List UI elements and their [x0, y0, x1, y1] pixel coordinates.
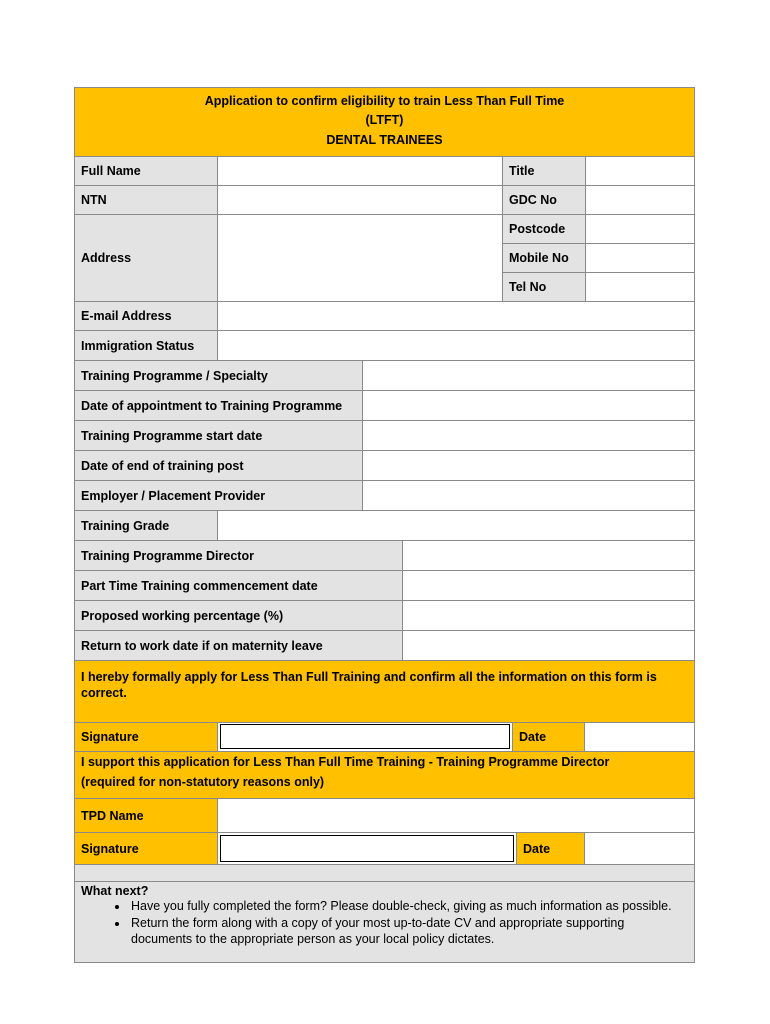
return-date-label: Return to work date if on maternity leave [74, 630, 403, 661]
tpd-support-note: (required for non-statutory reasons only) [81, 775, 325, 789]
ntn-label: NTN [74, 185, 218, 215]
tpd-date-label: Date [516, 832, 585, 865]
form-title: Application to confirm eligibility to train Less Than Full Time [204, 94, 565, 108]
tpd-support-text: I support this application for Less Than Full Time Training - Training Programme Director [81, 755, 610, 769]
tpd-support-section [74, 751, 695, 799]
return-date-field[interactable] [402, 630, 695, 661]
ntn-field[interactable] [217, 185, 503, 215]
immigration-status-field[interactable] [217, 330, 695, 361]
working-percentage-field[interactable] [402, 600, 695, 631]
postcode-label: Postcode [502, 214, 586, 244]
tpd-date-field[interactable] [584, 832, 695, 865]
pt-commencement-field[interactable] [402, 570, 695, 601]
tel-no-field[interactable] [585, 272, 695, 302]
tel-no-label: Tel No [502, 272, 586, 302]
address-field[interactable] [217, 214, 503, 302]
tpd-name-label: TPD Name [74, 798, 218, 833]
title-label: Title [502, 156, 586, 186]
gdc-no-label: GDC No [502, 185, 586, 215]
what-next-title: What next? [81, 884, 149, 898]
applicant-signature-label: Signature [74, 722, 218, 752]
tpd-name-field[interactable] [217, 798, 695, 833]
mobile-no-label: Mobile No [502, 243, 586, 273]
gdc-no-field[interactable] [585, 185, 695, 215]
applicant-signature-field[interactable] [220, 724, 510, 749]
what-next-item: • Have you fully completed the form? Please double-check, giving as much information as possible. [129, 898, 688, 915]
working-percentage-label: Proposed working percentage (%) [74, 600, 403, 631]
immigration-status-label: Immigration Status [74, 330, 218, 361]
tpd-signature-label: Signature [74, 832, 218, 865]
training-programme-label: Training Programme / Specialty [74, 360, 363, 391]
declaration-text: I hereby formally apply for Less Than Full Training and confirm all the information on this form is correct. [74, 660, 695, 723]
what-next-item: • Return the form along with a copy of your most up-to-date CV and appropriate supporting documents to the appropriate person as your local policy dictates. [129, 915, 688, 948]
form-subtitle: (LTFT) [365, 113, 404, 127]
post-end-date-field[interactable] [362, 450, 695, 481]
employer-field[interactable] [362, 480, 695, 511]
programme-start-date-label: Training Programme start date [74, 420, 363, 451]
form-header [74, 87, 695, 157]
mobile-no-field[interactable] [585, 243, 695, 273]
training-programme-field[interactable] [362, 360, 695, 391]
programme-director-label: Training Programme Director [74, 540, 403, 571]
programme-start-date-field[interactable] [362, 420, 695, 451]
tpd-signature-field[interactable] [220, 835, 514, 862]
form-audience: DENTAL TRAINEES [326, 133, 443, 147]
what-next-spacer [74, 864, 695, 882]
applicant-date-label: Date [512, 722, 585, 752]
programme-director-field[interactable] [402, 540, 695, 571]
full-name-field[interactable] [217, 156, 503, 186]
post-end-date-label: Date of end of training post [74, 450, 363, 481]
what-next-section [74, 881, 695, 963]
applicant-signature-cell [217, 722, 513, 752]
address-label: Address [74, 214, 218, 302]
applicant-date-field[interactable] [584, 722, 695, 752]
appointment-date-label: Date of appointment to Training Programme [74, 390, 363, 421]
pt-commencement-label: Part Time Training commencement date [74, 570, 403, 601]
email-field[interactable] [217, 301, 695, 331]
full-name-label: Full Name [74, 156, 218, 186]
title-field[interactable] [585, 156, 695, 186]
postcode-field[interactable] [585, 214, 695, 244]
tpd-signature-cell [217, 832, 517, 865]
appointment-date-field[interactable] [362, 390, 695, 421]
employer-label: Employer / Placement Provider [74, 480, 363, 511]
email-label: E-mail Address [74, 301, 218, 331]
training-grade-label: Training Grade [74, 510, 218, 541]
training-grade-field[interactable] [217, 510, 695, 541]
what-next-list [81, 898, 688, 948]
